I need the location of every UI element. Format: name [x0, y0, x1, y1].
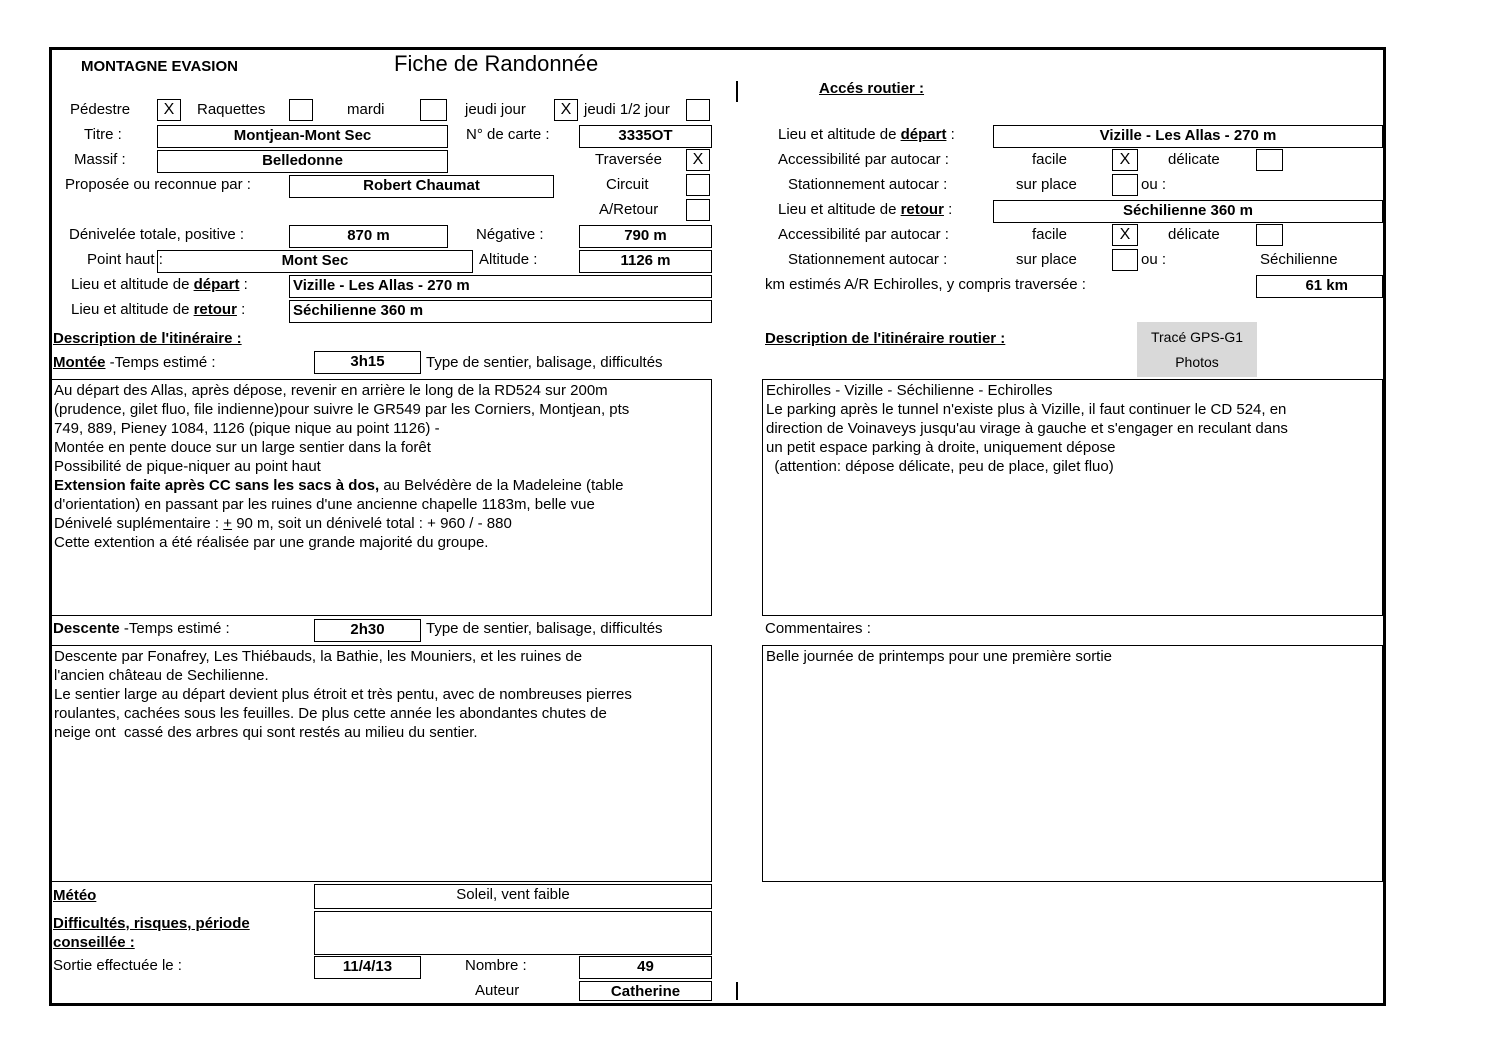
facile1-label: facile — [1032, 151, 1068, 168]
surplace2-checkbox[interactable] — [1112, 249, 1138, 271]
massif-label: Massif : — [74, 151, 126, 168]
traversee-checkbox[interactable]: X — [686, 149, 710, 171]
raquettes-label: Raquettes — [197, 101, 266, 118]
carte-label: N° de carte : — [466, 126, 550, 143]
negative-field[interactable]: 790 m — [579, 225, 712, 248]
facile1-checkbox[interactable]: X — [1112, 149, 1138, 171]
montee-label: Montée -Temps estimé : — [53, 354, 216, 371]
facile2-label: facile — [1032, 226, 1068, 243]
traversee-label: Traversée — [595, 151, 662, 168]
road-retour-label: Lieu et altitude de retour : — [778, 201, 953, 218]
difficultes-label-1: Difficultés, risques, période — [53, 915, 250, 932]
km-label: km estimés A/R Echirolles, y compris traversée : — [765, 276, 1086, 293]
road-depart-field[interactable]: Vizille - Les Allas - 270 m — [993, 125, 1383, 148]
descente-sentier-label: Type de sentier, balisage, difficultés — [426, 620, 663, 637]
meteo-label: Météo — [53, 887, 97, 904]
titre-field[interactable]: Montjean-Mont Sec — [157, 125, 448, 148]
gps-label: Tracé GPS-G1 — [1150, 329, 1244, 345]
route-access-title: Accés routier : — [819, 80, 925, 97]
delicate2-label: délicate — [1168, 226, 1220, 243]
auteur-field[interactable]: Catherine — [579, 981, 712, 1001]
delicate1-checkbox[interactable] — [1256, 149, 1283, 171]
pedestre-checkbox[interactable]: X — [157, 99, 181, 121]
sortie-label: Sortie effectuée le : — [53, 957, 182, 974]
km-field[interactable]: 61 km — [1256, 275, 1383, 298]
comments-label: Commentaires : — [765, 620, 871, 637]
altitude-label: Altitude : — [479, 251, 538, 268]
comments-field[interactable]: Belle journée de printemps pour une première sortie — [762, 645, 1383, 882]
sortie-field[interactable]: 11/4/13 — [314, 956, 421, 979]
aretour-checkbox[interactable] — [686, 199, 710, 221]
page-title: Fiche de Randonnée — [394, 51, 599, 76]
descente-label: Descente -Temps estimé : — [53, 620, 230, 637]
ou2-value: Séchilienne — [1260, 251, 1338, 268]
road-retour-field[interactable]: Séchilienne 360 m — [993, 200, 1383, 223]
descente-description[interactable]: Descente par Fonafrey, Les Thiébauds, la Bathie, les Mouniers, et les ruines de l'ancien château de Sechilienne. Le sentier large au départ devient plus étroit et très pentu, avec de nombreuses pierres roulantes, cachées sous les feuilles. De plus cette année les abondantes chutes de neige ont cassé des arbres qui sont restés au milieu du sentier. — [50, 645, 712, 882]
altitude-field[interactable]: 1126 m — [579, 250, 712, 273]
montee-sentier-label: Type de sentier, balisage, difficultés — [426, 354, 663, 371]
depart-field[interactable]: Vizille - Les Allas - 270 m — [289, 275, 712, 298]
gps-photos-button[interactable] — [1137, 322, 1257, 377]
meteo-field[interactable]: Soleil, vent faible — [314, 884, 712, 909]
ou2-label: ou : — [1141, 251, 1167, 268]
road-depart-label: Lieu et altitude de départ : — [778, 126, 955, 143]
station1-label: Stationnement autocar : — [788, 176, 948, 193]
route-description[interactable]: Echirolles - Vizille - Séchilienne - Echirolles Le parking après le tunnel n'existe plus à Vizille, il faut continuer le CD 524, en direction de Voinaveys jusqu'au virage à gauche et s'engager en reculant dans un petit espace parking à droite, uniquement dépose (attention: dépose délicate, peu de place, gilet fluo) — [762, 379, 1383, 616]
divider-bottom — [736, 982, 738, 1000]
carte-field[interactable]: 3335OT — [579, 125, 712, 148]
descente-time-field[interactable]: 2h30 — [314, 619, 421, 642]
jeudi-jour-checkbox[interactable]: X — [554, 99, 578, 121]
point-haut-field[interactable]: Mont Sec — [157, 250, 473, 273]
mardi-label: mardi — [347, 101, 385, 118]
pedestre-label: Pédestre — [70, 101, 131, 118]
raquettes-checkbox[interactable] — [289, 99, 313, 121]
surplace1-checkbox[interactable] — [1112, 174, 1138, 196]
aretour-label: A/Retour — [599, 201, 659, 218]
auteur-label: Auteur — [475, 982, 520, 999]
divider-top — [736, 81, 738, 102]
access2-label: Accessibilité par autocar : — [778, 226, 949, 243]
org-name: MONTAGNE EVASION — [81, 58, 238, 75]
surplace1-label: sur place — [1016, 176, 1077, 193]
facile2-checkbox[interactable]: X — [1112, 224, 1138, 246]
point-haut-label: Point haut : — [87, 251, 163, 268]
circuit-label: Circuit — [606, 176, 649, 193]
depart-label: Lieu et altitude de départ : — [71, 276, 248, 293]
surplace2-label: sur place — [1016, 251, 1077, 268]
proposee-field[interactable]: Robert Chaumat — [289, 175, 554, 198]
massif-field[interactable]: Belledonne — [157, 150, 448, 173]
jeudi-demi-checkbox[interactable] — [686, 99, 710, 121]
ou1-label: ou : — [1141, 176, 1167, 193]
jeudi-demi-label: jeudi 1/2 jour — [584, 101, 670, 118]
denivelee-field[interactable]: 870 m — [289, 225, 448, 248]
titre-label: Titre : — [84, 126, 122, 143]
retour-label: Lieu et altitude de retour : — [71, 301, 246, 318]
route-desc-title: Description de l'itinéraire routier : — [765, 330, 1006, 347]
montee-time-field[interactable]: 3h15 — [314, 351, 421, 374]
denivelee-label: Dénivelée totale, positive : — [69, 226, 245, 243]
nombre-label: Nombre : — [465, 957, 527, 974]
station2-label: Stationnement autocar : — [788, 251, 948, 268]
montee-description[interactable]: Au départ des Allas, après dépose, revenir en arrière le long de la RD524 sur 200m (prudence, gilet fluo, file indienne)pour suivre le GR549 par les Corniers, Montjean, pts 749, 889, Pieney 1084, 1126 (pique nique au point 1126) - Montée en pente douce sur un large sentier dans la forêt Possibilité de pique-niquer au point haut Extension faite après CC sans les sacs à dos, au Belvédère de la Madeleine (table d'orientation) en passant par les ruines d'une ancienne chapelle 1183m, belle vue Dénivelé suplémentaire : + 90 m, soit un dénivelé total : + 960 / - 880 Cette extention a été réalisée par une grande majorité du groupe. — [50, 379, 712, 616]
photos-label: Photos — [1175, 354, 1219, 370]
negative-label: Négative : — [476, 226, 544, 243]
difficultes-label-2: conseillée : — [53, 934, 135, 951]
retour-field[interactable]: Séchilienne 360 m — [289, 300, 712, 323]
delicate1-label: délicate — [1168, 151, 1220, 168]
desc-title: Description de l'itinéraire : — [53, 330, 242, 347]
difficultes-field[interactable] — [314, 911, 712, 955]
nombre-field[interactable]: 49 — [579, 956, 712, 979]
proposee-label: Proposée ou reconnue par : — [65, 176, 251, 193]
jeudi-jour-label: jeudi jour — [465, 101, 526, 118]
access1-label: Accessibilité par autocar : — [778, 151, 949, 168]
mardi-checkbox[interactable] — [420, 99, 447, 121]
circuit-checkbox[interactable] — [686, 174, 710, 196]
delicate2-checkbox[interactable] — [1256, 224, 1283, 246]
